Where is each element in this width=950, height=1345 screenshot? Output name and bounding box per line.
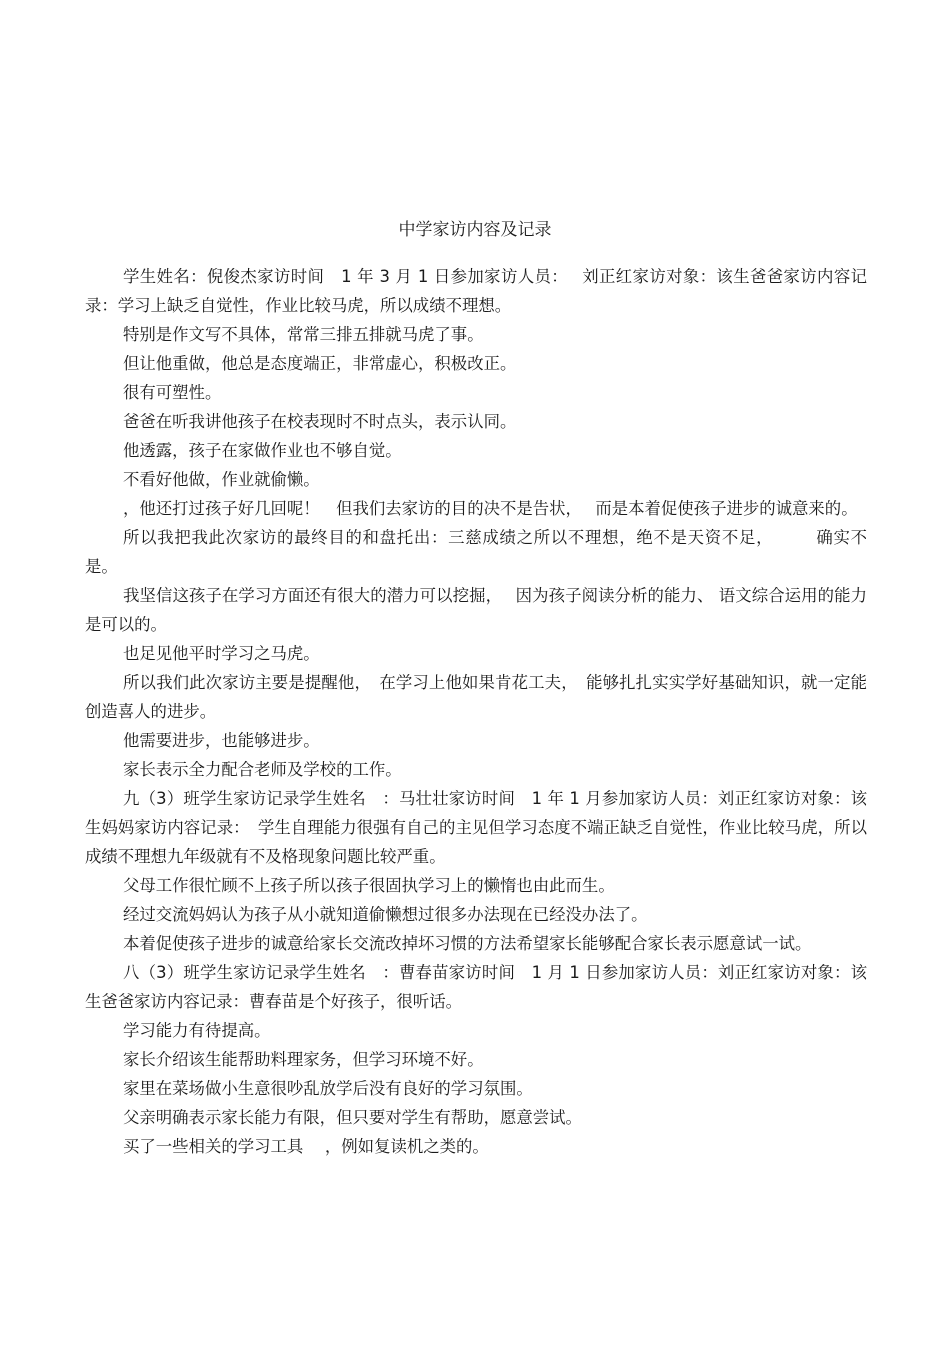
paragraph: 也足见他平时学习之马虎。 [123,644,320,663]
paragraph: 本着促使孩子进步的诚意给家长交流改掉坏习惯的方法希望家长能够配合家长表示愿意试一试。 [123,934,812,953]
paragraph: 很有可塑性。 [123,383,222,402]
paragraph: 特别是作文写不具体，常常三排五排就马虎了事。 [123,325,484,344]
paragraph: 不看好他做，作业就偷懒。 [123,470,320,489]
document-title: 中学家访内容及记录 [398,220,552,240]
paragraph: ，他还打过孩子好几回呢！ 但我们去家访的目的决不是告状， 而是本着促使孩子进步的诚意来的。 [123,499,858,518]
paragraph: 父亲明确表示家长能力有限，但只要对学生有帮助，愿意尝试。 [123,1108,582,1127]
paragraph: 九（3）班学生家访记录学生姓名 ：马壮壮家访时间 1 年 1 月参加家访人员：刘正红家访对象：该生妈妈家访内容记录： 学生自理能力很强有自己的主见但学习态度不端正缺乏自觉性，作业比较马虎，所以成绩不理想九年级就有不及格现象问题比较严重。 [85,789,867,866]
paragraph: 所以我们此次家访主要是提醒他， 在学习上他如果肯花工夫， 能够扎扎实实学好基础知识，就一定能创造喜人的进步。 [85,673,867,721]
paragraph: 父母工作很忙顾不上孩子所以孩子很固执学习上的懒惰也由此而生。 [123,876,615,895]
paragraph: 买了一些相关的学习工具 ，例如复读机之类的。 [123,1137,489,1156]
paragraph: 他需要进步，也能够进步。 [123,731,320,750]
paragraph: 经过交流妈妈认为孩子从小就知道偷懒想过很多办法现在已经没办法了。 [123,905,648,924]
paragraph: 学生姓名：倪俊杰家访时间 1 年 3 月 1 日参加家访人员： 刘正红家访对象：该生爸爸家访内容记录：学习上缺乏自觉性，作业比较马虎，所以成绩不理想。 [85,267,867,315]
paragraph: 八（3）班学生家访记录学生姓名 ：曹春苗家访时间 1 月 1 日参加家访人员：刘正红家访对象：该生爸爸家访内容记录：曹春苗是个好孩子，很听话。 [85,963,867,1011]
paragraph: 家里在菜场做小生意很吵乱放学后没有良好的学习氛围。 [123,1079,533,1098]
paragraph: 所以我把我此次家访的最终目的和盘托出：三慈成绩之所以不理想，绝不是天资不足， 确实不是。 [85,528,867,576]
document-body [85,262,867,1161]
paragraph: 爸爸在听我讲他孩子在校表现时不时点头，表示认同。 [123,412,517,431]
paragraph: 但让他重做，他总是态度端正，非常虚心，积极改正。 [123,354,517,373]
paragraph: 家长介绍该生能帮助料理家务，但学习环境不好。 [123,1050,484,1069]
paragraph: 他透露，孩子在家做作业也不够自觉。 [123,441,402,460]
paragraph: 我坚信这孩子在学习方面还有很大的潜力可以挖掘， 因为孩子阅读分析的能力、 语文综合运用的能力是可以的。 [85,586,867,634]
paragraph: 家长表示全力配合老师及学校的工作。 [123,760,402,779]
paragraph: 学习能力有待提高。 [123,1021,271,1040]
